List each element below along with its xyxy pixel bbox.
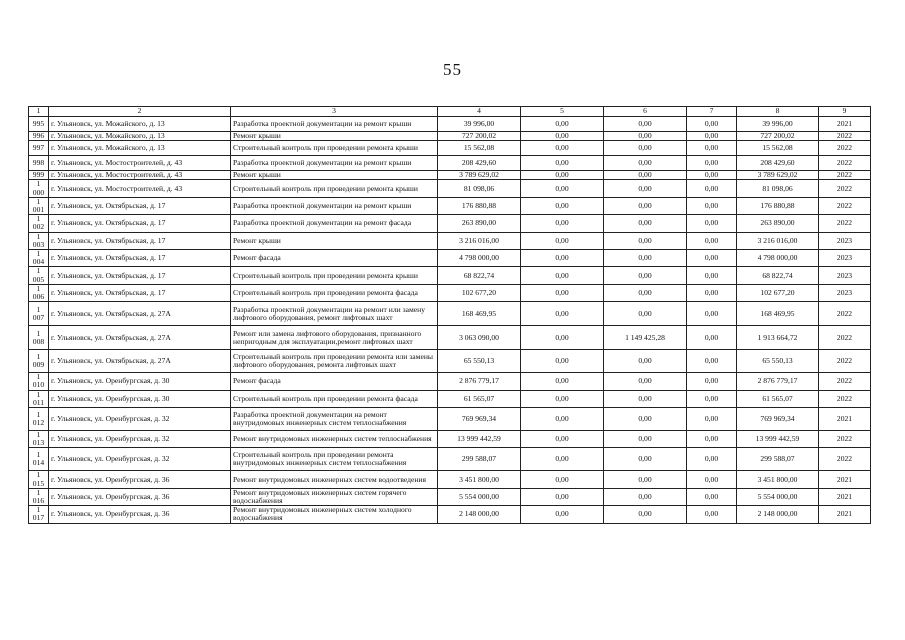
table-cell: Разработка проектной документации на ремонт внутридомовых инженерных систем теплоснабжения bbox=[231, 408, 438, 431]
table-cell: 0,00 bbox=[604, 171, 687, 180]
table-cell: Ремонт крыши bbox=[231, 171, 438, 180]
table-cell: 0,00 bbox=[687, 431, 737, 448]
table-cell: 2022 bbox=[819, 180, 871, 197]
table-cell: 102 677,20 bbox=[737, 284, 819, 301]
table-cell: 0,00 bbox=[521, 117, 604, 132]
table-cell: 998 bbox=[29, 156, 49, 171]
table-cell: 3 789 629,02 bbox=[737, 171, 819, 180]
table-cell: 0,00 bbox=[604, 506, 687, 523]
table-cell: г. Ульяновск, ул. Октябрьская, д. 17 bbox=[49, 232, 231, 249]
table-cell: г. Ульяновск, ул. Октябрьская, д. 27А bbox=[49, 326, 231, 350]
table-cell: 1 005 bbox=[29, 267, 49, 284]
table-cell: 995 bbox=[29, 117, 49, 132]
table-cell: 727 200,02 bbox=[438, 132, 521, 141]
table-cell: 0,00 bbox=[521, 408, 604, 431]
table-cell: 2022 bbox=[819, 156, 871, 171]
table-header bbox=[29, 107, 871, 117]
table-cell: 176 880,88 bbox=[737, 197, 819, 214]
table-cell: г. Ульяновск, ул. Оренбургская, д. 36 bbox=[49, 488, 231, 505]
table-cell: 208 429,60 bbox=[737, 156, 819, 171]
table-cell: 0,00 bbox=[521, 132, 604, 141]
table-cell: 0,00 bbox=[687, 232, 737, 249]
table-cell: 299 588,07 bbox=[438, 448, 521, 471]
table-cell: 1 007 bbox=[29, 302, 49, 326]
table-cell: 2022 bbox=[819, 448, 871, 471]
table-cell: 208 429,60 bbox=[438, 156, 521, 171]
table-cell: 0,00 bbox=[521, 156, 604, 171]
table-cell: 0,00 bbox=[604, 180, 687, 197]
table-cell: 0,00 bbox=[521, 232, 604, 249]
table-cell: 0,00 bbox=[521, 302, 604, 326]
table-row bbox=[29, 488, 871, 505]
table-cell: 0,00 bbox=[604, 431, 687, 448]
table-cell: 263 890,00 bbox=[438, 215, 521, 232]
table-cell: 1 008 bbox=[29, 326, 49, 350]
table-cell: 0,00 bbox=[521, 197, 604, 214]
header-row bbox=[29, 107, 871, 117]
table-cell: 65 550,13 bbox=[737, 350, 819, 373]
table-cell: 2022 bbox=[819, 350, 871, 373]
table-cell: 0,00 bbox=[687, 408, 737, 431]
table-cell: 2023 bbox=[819, 250, 871, 267]
table-cell: 0,00 bbox=[604, 197, 687, 214]
table-cell: 0,00 bbox=[604, 132, 687, 141]
table-row bbox=[29, 156, 871, 171]
table-row bbox=[29, 267, 871, 284]
table-cell: 1 015 bbox=[29, 471, 49, 488]
table-cell: 2023 bbox=[819, 267, 871, 284]
table-cell: Строительный контроль при проведении ремонта крыши bbox=[231, 180, 438, 197]
table-cell: 4 798 000,00 bbox=[737, 250, 819, 267]
table-cell: Ремонт внутридомовых инженерных систем горячего водоснабжения bbox=[231, 488, 438, 505]
table-cell: 13 999 442,59 bbox=[737, 431, 819, 448]
table-cell: 1 003 bbox=[29, 232, 49, 249]
table-cell: г. Ульяновск, ул. Оренбургская, д. 32 bbox=[49, 448, 231, 471]
table-cell: Строительный контроль при проведении ремонта крыши bbox=[231, 141, 438, 156]
table-cell: 15 562,08 bbox=[737, 141, 819, 156]
table-cell: 5 554 000,00 bbox=[737, 488, 819, 505]
table-cell: 0,00 bbox=[687, 267, 737, 284]
table-cell: г. Ульяновск, ул. Мостостроителей, д. 43 bbox=[49, 171, 231, 180]
table-cell: 263 890,00 bbox=[737, 215, 819, 232]
table-row bbox=[29, 171, 871, 180]
table-cell: 39 996,00 bbox=[438, 117, 521, 132]
table-cell: 0,00 bbox=[604, 471, 687, 488]
table-cell: 0,00 bbox=[521, 284, 604, 301]
table-cell: Строительный контроль при проведении ремонта фасада bbox=[231, 390, 438, 407]
table-cell: 1 011 bbox=[29, 390, 49, 407]
table-cell: 0,00 bbox=[687, 302, 737, 326]
table-cell: 0,00 bbox=[521, 471, 604, 488]
table-cell: 1 009 bbox=[29, 350, 49, 373]
table-cell: 0,00 bbox=[604, 408, 687, 431]
table-cell: 2022 bbox=[819, 215, 871, 232]
table-cell: 0,00 bbox=[521, 267, 604, 284]
table-row bbox=[29, 250, 871, 267]
table-cell: 0,00 bbox=[521, 488, 604, 505]
table-cell: 61 565,07 bbox=[438, 390, 521, 407]
table-row bbox=[29, 197, 871, 214]
table-cell: 2022 bbox=[819, 141, 871, 156]
table-cell: г. Ульяновск, ул. Оренбургская, д. 32 bbox=[49, 408, 231, 431]
table-cell: 2022 bbox=[819, 373, 871, 390]
table-cell: 0,00 bbox=[687, 132, 737, 141]
table-cell: 168 469,95 bbox=[737, 302, 819, 326]
table-cell: Ремонт фасада bbox=[231, 373, 438, 390]
table-row bbox=[29, 141, 871, 156]
table-cell: 1 016 bbox=[29, 488, 49, 505]
table-cell: 1 017 bbox=[29, 506, 49, 523]
table-cell: 769 969,34 bbox=[438, 408, 521, 431]
column-header: 4 bbox=[438, 107, 521, 117]
table-cell: Строительный контроль при проведении ремонта крыши bbox=[231, 267, 438, 284]
table-cell: 2 148 000,00 bbox=[438, 506, 521, 523]
table-cell: 3 063 090,00 bbox=[438, 326, 521, 350]
table-cell: Ремонт внутридомовых инженерных систем водоотведения bbox=[231, 471, 438, 488]
table-cell: г. Ульяновск, ул. Октябрьская, д. 17 bbox=[49, 250, 231, 267]
table-cell: Строительный контроль при проведении ремонта фасада bbox=[231, 284, 438, 301]
table-cell: 0,00 bbox=[687, 448, 737, 471]
table-cell: 0,00 bbox=[521, 448, 604, 471]
table-cell: 1 014 bbox=[29, 448, 49, 471]
table-cell: 2023 bbox=[819, 284, 871, 301]
table-cell: 2 148 000,00 bbox=[737, 506, 819, 523]
table-cell: 2 876 779,17 bbox=[438, 373, 521, 390]
table-row bbox=[29, 408, 871, 431]
table-cell: 176 880,88 bbox=[438, 197, 521, 214]
table-cell: 0,00 bbox=[687, 180, 737, 197]
table-cell: 2023 bbox=[819, 232, 871, 249]
table-cell: 0,00 bbox=[687, 373, 737, 390]
table-cell: г. Ульяновск, ул. Октябрьская, д. 17 bbox=[49, 197, 231, 214]
table-cell: 996 bbox=[29, 132, 49, 141]
table-cell: 0,00 bbox=[604, 373, 687, 390]
table-cell: 997 bbox=[29, 141, 49, 156]
table-cell: 81 098,06 bbox=[438, 180, 521, 197]
table-cell: 1 913 664,72 bbox=[737, 326, 819, 350]
table-cell: 2022 bbox=[819, 197, 871, 214]
table-cell: 3 451 800,00 bbox=[438, 471, 521, 488]
table-cell: 4 798 000,00 bbox=[438, 250, 521, 267]
table-cell: 299 588,07 bbox=[737, 448, 819, 471]
table-cell: 0,00 bbox=[521, 326, 604, 350]
table-cell: 39 996,00 bbox=[737, 117, 819, 132]
table-cell: Разработка проектной документации на ремонт крыши bbox=[231, 197, 438, 214]
table-cell: 3 216 016,00 bbox=[737, 232, 819, 249]
table-cell: 3 216 016,00 bbox=[438, 232, 521, 249]
table-cell: г. Ульяновск, ул. Октябрьская, д. 17 bbox=[49, 215, 231, 232]
table-cell: 0,00 bbox=[687, 326, 737, 350]
table-cell: 0,00 bbox=[604, 215, 687, 232]
column-header: 9 bbox=[819, 107, 871, 117]
table-cell: 1 002 bbox=[29, 215, 49, 232]
table-row bbox=[29, 373, 871, 390]
table-cell: г. Ульяновск, ул. Можайского, д. 13 bbox=[49, 141, 231, 156]
table-cell: г. Ульяновск, ул. Мостостроителей, д. 43 bbox=[49, 180, 231, 197]
column-header: 8 bbox=[737, 107, 819, 117]
table-cell: 0,00 bbox=[604, 448, 687, 471]
table-row bbox=[29, 471, 871, 488]
table-row bbox=[29, 390, 871, 407]
table-body bbox=[29, 117, 871, 524]
table-cell: 0,00 bbox=[687, 284, 737, 301]
column-header: 3 bbox=[231, 107, 438, 117]
table-cell: 2022 bbox=[819, 302, 871, 326]
table-cell: 0,00 bbox=[604, 250, 687, 267]
table-cell: г. Ульяновск, ул. Можайского, д. 13 bbox=[49, 132, 231, 141]
table-cell: 3 789 629,02 bbox=[438, 171, 521, 180]
table-cell: 0,00 bbox=[521, 350, 604, 373]
table-cell: 0,00 bbox=[687, 390, 737, 407]
table-cell: г. Ульяновск, ул. Октябрьская, д. 17 bbox=[49, 267, 231, 284]
table-cell: 2 876 779,17 bbox=[737, 373, 819, 390]
table-cell: 0,00 bbox=[687, 197, 737, 214]
table-cell: Ремонт крыши bbox=[231, 132, 438, 141]
table-cell: 0,00 bbox=[604, 390, 687, 407]
table-cell: 999 bbox=[29, 171, 49, 180]
table-row bbox=[29, 232, 871, 249]
table-cell: 2021 bbox=[819, 117, 871, 132]
table-cell: 2021 bbox=[819, 506, 871, 523]
table-cell: 1 006 bbox=[29, 284, 49, 301]
table-cell: 2022 bbox=[819, 431, 871, 448]
table-cell: Разработка проектной документации на ремонт крыши bbox=[231, 156, 438, 171]
table-cell: 68 822,74 bbox=[438, 267, 521, 284]
table-cell: 2021 bbox=[819, 488, 871, 505]
table-cell: 0,00 bbox=[687, 171, 737, 180]
table-cell: 0,00 bbox=[687, 156, 737, 171]
table-cell: 0,00 bbox=[521, 250, 604, 267]
table-cell: 68 822,74 bbox=[737, 267, 819, 284]
table-cell: 5 554 000,00 bbox=[438, 488, 521, 505]
table-cell: Ремонт внутридомовых инженерных систем холодного водоснабжения bbox=[231, 506, 438, 523]
table-cell: 168 469,95 bbox=[438, 302, 521, 326]
table-cell: 2022 bbox=[819, 390, 871, 407]
table-cell: Строительный контроль при проведении ремонта внутридомовых инженерных систем теплоснабжения bbox=[231, 448, 438, 471]
table-row bbox=[29, 506, 871, 523]
table-cell: г. Ульяновск, ул. Оренбургская, д. 30 bbox=[49, 390, 231, 407]
table-cell: Ремонт внутридомовых инженерных систем теплоснабжения bbox=[231, 431, 438, 448]
table-cell: 0,00 bbox=[604, 302, 687, 326]
table-cell: Ремонт или замена лифтового оборудования, признанного непригодным для эксплуатации,ремонт лифтовых шахт bbox=[231, 326, 438, 350]
table-row bbox=[29, 284, 871, 301]
table-cell: 2021 bbox=[819, 408, 871, 431]
table-cell: 0,00 bbox=[604, 284, 687, 301]
table-cell: Ремонт крыши bbox=[231, 232, 438, 249]
table-cell: 0,00 bbox=[687, 117, 737, 132]
table-cell: Строительный контроль при проведении ремонта или замены лифтового оборудования, ремонта лифтовых шахт bbox=[231, 350, 438, 373]
table-cell: г. Ульяновск, ул. Октябрьская, д. 27А bbox=[49, 302, 231, 326]
table-cell: г. Ульяновск, ул. Оренбургская, д. 36 bbox=[49, 506, 231, 523]
table-cell: 0,00 bbox=[521, 171, 604, 180]
table-cell: 0,00 bbox=[687, 250, 737, 267]
table-cell: 0,00 bbox=[521, 431, 604, 448]
table-cell: 102 677,20 bbox=[438, 284, 521, 301]
table-cell: 0,00 bbox=[687, 488, 737, 505]
table-cell: 2022 bbox=[819, 326, 871, 350]
column-header: 6 bbox=[604, 107, 687, 117]
table-cell: 1 149 425,28 bbox=[604, 326, 687, 350]
table-cell: 1 012 bbox=[29, 408, 49, 431]
table-cell: 0,00 bbox=[521, 390, 604, 407]
table-row bbox=[29, 302, 871, 326]
table-cell: 0,00 bbox=[521, 180, 604, 197]
table-cell: 0,00 bbox=[604, 156, 687, 171]
table-cell: 0,00 bbox=[521, 506, 604, 523]
table-cell: 0,00 bbox=[604, 141, 687, 156]
page-number: 55 bbox=[443, 60, 462, 79]
table-cell: 0,00 bbox=[521, 215, 604, 232]
table-cell: 0,00 bbox=[604, 350, 687, 373]
table-row bbox=[29, 215, 871, 232]
table-cell: 2022 bbox=[819, 132, 871, 141]
table-cell: 0,00 bbox=[687, 215, 737, 232]
table-row bbox=[29, 180, 871, 197]
table-row bbox=[29, 132, 871, 141]
table-cell: 81 098,06 bbox=[737, 180, 819, 197]
table-cell: 2022 bbox=[819, 171, 871, 180]
table-row bbox=[29, 448, 871, 471]
table-cell: 1 001 bbox=[29, 197, 49, 214]
table-cell: 15 562,08 bbox=[438, 141, 521, 156]
table-cell: 0,00 bbox=[687, 506, 737, 523]
table-cell: 2021 bbox=[819, 471, 871, 488]
table-cell: 727 200,02 bbox=[737, 132, 819, 141]
table-cell: 0,00 bbox=[604, 117, 687, 132]
table-cell: Ремонт фасада bbox=[231, 250, 438, 267]
table-cell: г. Ульяновск, ул. Оренбургская, д. 30 bbox=[49, 373, 231, 390]
table-cell: 0,00 bbox=[687, 350, 737, 373]
table-cell: 0,00 bbox=[604, 232, 687, 249]
table-cell: 1 004 bbox=[29, 250, 49, 267]
table-cell: 1 010 bbox=[29, 373, 49, 390]
table-cell: 0,00 bbox=[687, 471, 737, 488]
table-row bbox=[29, 350, 871, 373]
table-cell: Разработка проектной документации на ремонт крыши bbox=[231, 117, 438, 132]
table-cell: г. Ульяновск, ул. Октябрьская, д. 17 bbox=[49, 284, 231, 301]
table-cell: 1 000 bbox=[29, 180, 49, 197]
table-cell: Разработка проектной документации на ремонт фасада bbox=[231, 215, 438, 232]
column-header: 5 bbox=[521, 107, 604, 117]
table-cell: г. Ульяновск, ул. Мостостроителей, д. 43 bbox=[49, 156, 231, 171]
table-cell: г. Ульяновск, ул. Оренбургская, д. 36 bbox=[49, 471, 231, 488]
table-cell: г. Ульяновск, ул. Можайского, д. 13 bbox=[49, 117, 231, 132]
table-cell: 65 550,13 bbox=[438, 350, 521, 373]
table-cell: 1 013 bbox=[29, 431, 49, 448]
repair-plan-table bbox=[28, 106, 871, 524]
column-header: 1 bbox=[29, 107, 49, 117]
column-header: 7 bbox=[687, 107, 737, 117]
table-cell: 0,00 bbox=[521, 373, 604, 390]
table-cell: 61 565,07 bbox=[737, 390, 819, 407]
column-header: 2 bbox=[49, 107, 231, 117]
table-cell: 0,00 bbox=[604, 267, 687, 284]
table-cell: 769 969,34 bbox=[737, 408, 819, 431]
table-cell: Разработка проектной документации на ремонт или замену лифтового оборудования, ремонт лифтовых шахт bbox=[231, 302, 438, 326]
table-row bbox=[29, 431, 871, 448]
table-row bbox=[29, 117, 871, 132]
table-cell: 13 999 442,59 bbox=[438, 431, 521, 448]
table-cell: г. Ульяновск, ул. Оренбургская, д. 32 bbox=[49, 431, 231, 448]
table-cell: 3 451 800,00 bbox=[737, 471, 819, 488]
table-cell: г. Ульяновск, ул. Октябрьская, д. 27А bbox=[49, 350, 231, 373]
table-cell: 0,00 bbox=[687, 141, 737, 156]
table-row bbox=[29, 326, 871, 350]
table-cell: 0,00 bbox=[604, 488, 687, 505]
table-cell: 0,00 bbox=[521, 141, 604, 156]
